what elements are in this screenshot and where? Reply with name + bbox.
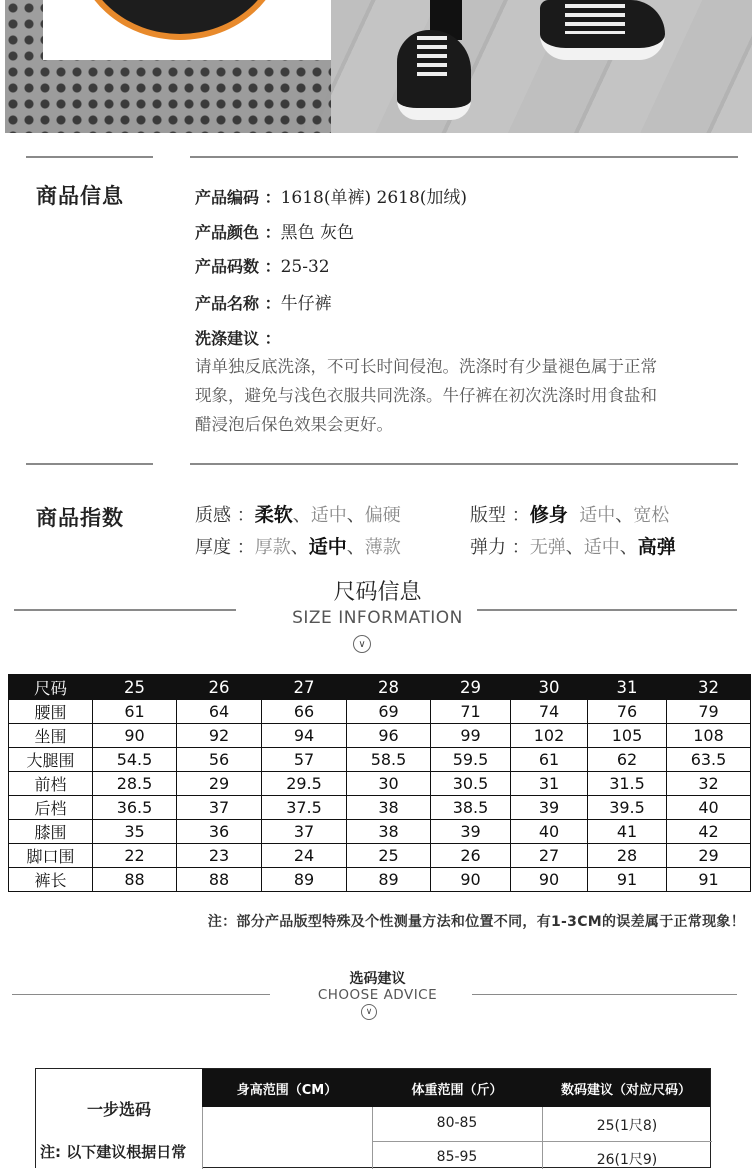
measurement-value-cell: 58.5 <box>347 748 431 772</box>
info-value: 黑色 灰色 <box>280 223 354 243</box>
measurement-name-cell: 坐围 <box>9 724 93 748</box>
advice-weight-cell: 80-85 <box>436 1115 478 1131</box>
index-option-selected: 修身 <box>529 504 568 526</box>
index-fit: 版型 ：修身 适中、宽松 <box>470 504 670 526</box>
index-option: 适中 <box>583 537 620 558</box>
advice-left-panel <box>36 1069 202 1169</box>
measurement-name-cell: 腰围 <box>9 700 93 724</box>
divider-line <box>190 156 738 158</box>
divider-line <box>26 463 153 465</box>
product-info-title: 商品信息 <box>36 184 124 208</box>
measurement-value-cell: 41 <box>588 820 667 844</box>
size-table-row <box>9 868 751 892</box>
measurement-name-cell: 大腿围 <box>9 748 93 772</box>
measurement-value-cell: 38 <box>347 820 431 844</box>
info-row-code: 产品编码 ：1618(单裤) 2618(加绒) <box>195 188 468 208</box>
measurement-name-cell: 前档 <box>9 772 93 796</box>
size-table-row <box>9 772 751 796</box>
measurement-value-cell: 96 <box>347 724 431 748</box>
header-cell: 27 <box>262 675 347 700</box>
laces-left <box>417 36 447 76</box>
measurement-value-cell: 69 <box>347 700 431 724</box>
cell-border <box>372 1141 712 1142</box>
info-value: 25-32 <box>280 257 330 277</box>
header-cell: 25 <box>93 675 177 700</box>
wash-line: 现象，避免与浅色衣服共同洗涤。牛仔裤在初次洗涤时用食盐和 <box>195 386 657 405</box>
measurement-value-cell: 89 <box>262 868 347 892</box>
header-cell: 31 <box>588 675 667 700</box>
measurement-value-cell: 66 <box>262 700 347 724</box>
measurement-value-cell: 30.5 <box>431 772 511 796</box>
info-label: 产品名称 <box>195 294 260 313</box>
measurement-name-cell: 后档 <box>9 796 93 820</box>
measurement-value-cell: 35 <box>93 820 177 844</box>
measurement-value-cell: 39 <box>431 820 511 844</box>
measurement-value-cell: 38 <box>347 796 431 820</box>
measurement-value-cell: 27 <box>511 844 588 868</box>
measurement-value-cell: 64 <box>177 700 262 724</box>
measurement-value-cell: 36 <box>177 820 262 844</box>
measurement-value-cell: 79 <box>667 700 751 724</box>
measurement-name-cell: 膝围 <box>9 820 93 844</box>
advice-weight-cell: 85-95 <box>436 1149 478 1165</box>
header-height: 身高范围（CM） <box>236 1083 338 1098</box>
measurement-value-cell: 40 <box>511 820 588 844</box>
size-table-row <box>9 820 751 844</box>
measurement-value-cell: 40 <box>667 796 751 820</box>
index-texture: 质感 ：柔软、适中、偏硬 <box>195 504 401 526</box>
index-option: 无弹 <box>529 537 566 558</box>
size-table-row <box>9 748 751 772</box>
measurement-value-cell: 39 <box>511 796 588 820</box>
index-option-selected: 适中 <box>308 536 347 558</box>
header-cell: 30 <box>511 675 588 700</box>
info-label: 产品编码 <box>195 188 260 207</box>
wash-label: 洗涤建议 <box>195 329 260 348</box>
advice-left-note: 注: 以下建议根据日常 <box>40 1143 187 1161</box>
measurement-value-cell: 59.5 <box>431 748 511 772</box>
chevron-down-icon: ∨ <box>361 1004 377 1020</box>
measurement-value-cell: 29 <box>177 772 262 796</box>
measurement-value-cell: 91 <box>588 868 667 892</box>
measurement-value-cell: 26 <box>431 844 511 868</box>
measurement-value-cell: 88 <box>93 868 177 892</box>
measurement-value-cell: 42 <box>667 820 751 844</box>
info-row-sizes: 产品码数 ：25-32 <box>195 257 330 277</box>
measurement-value-cell: 37 <box>262 820 347 844</box>
size-table-row <box>9 724 751 748</box>
measurement-value-cell: 54.5 <box>93 748 177 772</box>
index-option: 偏硬 <box>364 505 401 526</box>
header-cell: 26 <box>177 675 262 700</box>
measurement-value-cell: 28 <box>588 844 667 868</box>
wash-line: 请单独反底洗涤，不可长时间侵泡。洗涤时有少量褪色属于正常 <box>195 357 657 376</box>
info-value: 牛仔裤 <box>280 294 332 314</box>
pavement <box>305 0 752 133</box>
index-option-selected: 柔软 <box>254 504 293 526</box>
size-table <box>8 674 751 892</box>
index-option: 适中 <box>579 505 616 526</box>
choose-advice-subtitle: CHOOSE ADVICE <box>317 987 438 1003</box>
measurement-value-cell: 61 <box>93 700 177 724</box>
header-cell: 32 <box>667 675 751 700</box>
index-option: 厚款 <box>254 537 291 558</box>
index-thickness: 厚度 ：厚款、适中、薄款 <box>195 536 401 558</box>
measurement-value-cell: 105 <box>588 724 667 748</box>
info-row-name: 产品名称 ：牛仔裤 <box>195 294 332 314</box>
hero-photo <box>5 0 752 133</box>
choose-advice-title: 选码建议 <box>349 971 406 987</box>
measurement-value-cell: 36.5 <box>93 796 177 820</box>
info-row-color: 产品颜色 ：黑色 灰色 <box>195 223 354 243</box>
size-table-row <box>9 844 751 868</box>
header-size: 数码建议（对应尺码） <box>560 1083 691 1098</box>
chevron-down-icon: ∨ <box>353 635 371 653</box>
measurement-value-cell: 29.5 <box>262 772 347 796</box>
measurement-value-cell: 37 <box>177 796 262 820</box>
measurement-value-cell: 37.5 <box>262 796 347 820</box>
measurement-value-cell: 89 <box>347 868 431 892</box>
index-label: 厚度 <box>195 537 231 558</box>
measurement-value-cell: 90 <box>511 868 588 892</box>
measurement-value-cell: 56 <box>177 748 262 772</box>
measurement-value-cell: 76 <box>588 700 667 724</box>
header-weight: 体重范围（斤） <box>411 1083 503 1098</box>
measurement-value-cell: 23 <box>177 844 262 868</box>
measurement-value-cell: 102 <box>511 724 588 748</box>
measurement-value-cell: 28.5 <box>93 772 177 796</box>
measurement-value-cell: 63.5 <box>667 748 751 772</box>
size-table-row <box>9 796 751 820</box>
measurement-value-cell: 25 <box>347 844 431 868</box>
index-option-selected: 高弹 <box>637 536 676 558</box>
measurement-value-cell: 92 <box>177 724 262 748</box>
advice-left-title: 一步选码 <box>86 1100 151 1119</box>
advice-size-cell: 26(1尺9) <box>596 1152 658 1168</box>
header-cell: 29 <box>431 675 511 700</box>
index-option: 宽松 <box>633 505 670 526</box>
measurement-value-cell: 94 <box>262 724 347 748</box>
measurement-value-cell: 88 <box>177 868 262 892</box>
measurement-value-cell: 108 <box>667 724 751 748</box>
measurement-value-cell: 31.5 <box>588 772 667 796</box>
info-label: 产品颜色 <box>195 223 260 242</box>
size-info-title: 尺码信息 <box>333 580 422 605</box>
advice-header <box>202 1069 710 1107</box>
measurement-value-cell: 30 <box>347 772 431 796</box>
measurement-value-cell: 32 <box>667 772 751 796</box>
measurement-value-cell: 24 <box>262 844 347 868</box>
measurement-name-cell: 裤长 <box>9 868 93 892</box>
measurement-value-cell: 99 <box>431 724 511 748</box>
measurement-name-cell: 脚口围 <box>9 844 93 868</box>
measurement-value-cell: 31 <box>511 772 588 796</box>
measurement-value-cell: 29 <box>667 844 751 868</box>
measurement-value-cell: 90 <box>93 724 177 748</box>
info-row-wash: 洗涤建议 ： <box>195 329 281 348</box>
size-note: 注：部分产品版型特殊及个性测量方法和位置不同，有1-3CM的误差属于正常现象！ <box>207 914 745 930</box>
measurement-value-cell: 61 <box>511 748 588 772</box>
size-info-subtitle: SIZE INFORMATION <box>292 608 463 628</box>
wash-line: 醋浸泡后保色效果会更好。 <box>195 415 393 434</box>
cell-border <box>202 1107 203 1169</box>
index-elasticity: 弹力 ：无弹、适中、高弹 <box>470 536 676 558</box>
index-label: 弹力 <box>470 537 506 558</box>
measurement-value-cell: 39.5 <box>588 796 667 820</box>
header-cell: 28 <box>347 675 431 700</box>
wash-advice <box>195 352 740 439</box>
index-label: 版型 <box>470 505 506 526</box>
size-table-row <box>9 700 751 724</box>
info-value: 1618(单裤) 2618(加绒) <box>280 188 468 208</box>
measurement-value-cell: 22 <box>93 844 177 868</box>
measurement-value-cell: 38.5 <box>431 796 511 820</box>
measurement-value-cell: 90 <box>431 868 511 892</box>
divider-line <box>26 156 153 158</box>
info-label: 产品码数 <box>195 257 260 276</box>
laces-right <box>565 4 625 34</box>
header-cell: 尺码 <box>9 675 93 700</box>
product-index-title: 商品指数 <box>36 506 124 530</box>
index-option: 薄款 <box>364 537 401 558</box>
size-table-header <box>9 675 751 700</box>
measurement-value-cell: 71 <box>431 700 511 724</box>
index-option: 适中 <box>310 505 347 526</box>
measurement-value-cell: 91 <box>667 868 751 892</box>
index-label: 质感 <box>195 505 231 526</box>
divider-line <box>190 463 738 465</box>
measurement-value-cell: 74 <box>511 700 588 724</box>
advice-table <box>35 1068 711 1168</box>
measurement-value-cell: 57 <box>262 748 347 772</box>
measurement-value-cell: 62 <box>588 748 667 772</box>
advice-size-cell: 25(1尺8) <box>596 1118 658 1134</box>
